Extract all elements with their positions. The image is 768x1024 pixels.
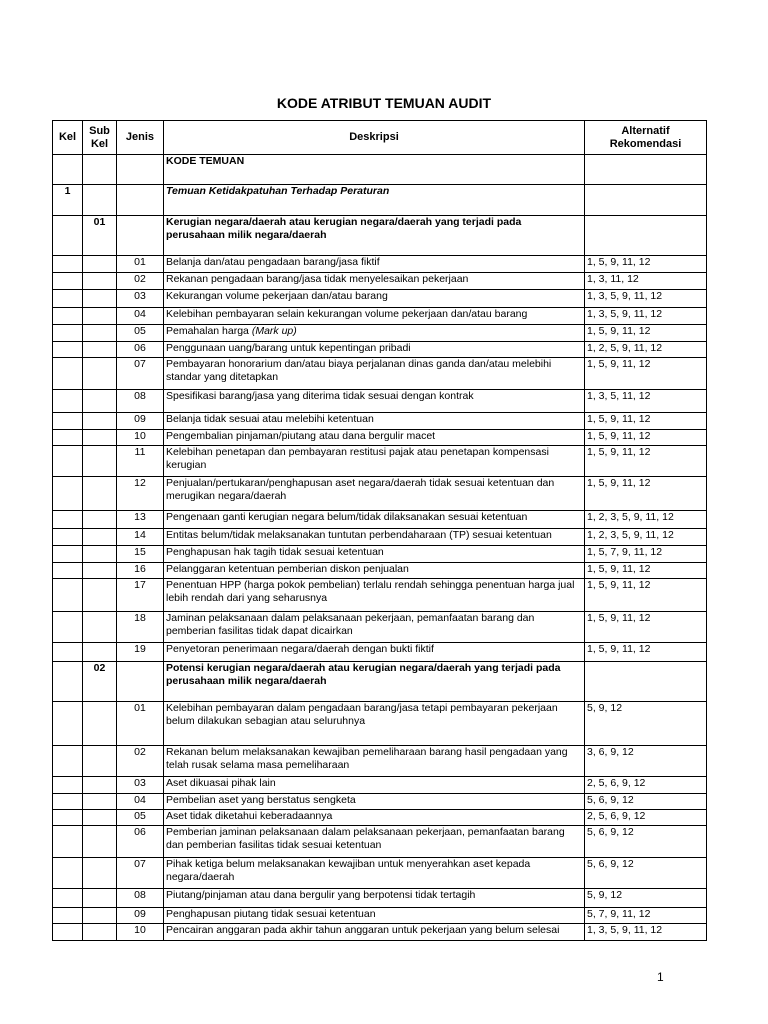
description-text: Aset tidak diketahui keberadaannya [166,810,333,822]
description-cell [164,826,585,858]
audit-code-table [52,120,707,941]
jenis-cell: 04 [117,308,164,325]
recommendation-cell: 1, 5, 9, 11, 12 [585,579,707,612]
description-text: Pemahalan harga [166,325,249,337]
description-cell [164,358,585,390]
description-text: Piutang/pinjaman atau dana bergulir yang berpotensi tidak tertagih [166,889,476,901]
jenis-cell: 05 [117,810,164,826]
description-cell [164,529,585,546]
subgroup-row [53,216,707,256]
recommendation-cell: 1, 3, 11, 12 [585,273,707,290]
table-row [53,430,707,446]
table-row [53,413,707,430]
description-text: Rekanan pengadaan barang/jasa tidak menyelesaikan pekerjaan [166,273,469,285]
description-cell [164,511,585,529]
recommendation-cell: 1, 5, 9, 11, 12 [585,430,707,446]
description-cell [164,579,585,612]
table-row [53,342,707,358]
description-cell [164,446,585,477]
recommendation-cell: 1, 5, 9, 11, 12 [585,446,707,477]
document-title: KODE ATRIBUT TEMUAN AUDIT [276,95,492,111]
jenis-cell: 09 [117,908,164,924]
table-row [53,529,707,546]
description-cell [164,908,585,924]
table-row [53,858,707,889]
page-number: 1 [657,970,664,984]
description-cell [164,390,585,413]
description-cell [164,563,585,579]
recommendation-cell: 1, 5, 9, 11, 12 [585,563,707,579]
description-text: Penghapusan hak tagih tidak sesuai ketentuan [166,546,384,558]
table-row [53,826,707,858]
description-cell [164,889,585,908]
jenis-cell: 15 [117,546,164,563]
jenis-cell: 09 [117,413,164,430]
recommendation-cell: 1, 5, 9, 11, 12 [585,256,707,273]
table-row [53,746,707,777]
description-text: Pelanggaran ketentuan pemberian diskon penjualan [166,563,409,575]
jenis-cell: 06 [117,826,164,858]
jenis-cell: 17 [117,579,164,612]
description-text: Penjualan/pertukaran/penghapusan aset negara/daerah tidak sesuai ketentuan dan merugikan negara/daerah [166,477,555,502]
description-cell [164,612,585,643]
description-text: Spesifikasi barang/jasa yang diterima tidak sesuai dengan kontrak [166,390,474,402]
recommendation-cell: 1, 3, 5, 11, 12 [585,390,707,413]
description-text: Kelebihan penetapan dan pembayaran restitusi pajak atau penetapan kompensasi kerugian [166,446,549,471]
header-deskripsi: Deskripsi [164,121,585,155]
recommendation-cell: 1, 5, 9, 11, 12 [585,643,707,662]
description-text: Pembayaran honorarium dan/atau biaya perjalanan dinas ganda dan/atau melebihi standar yang ditetapkan [166,358,552,383]
recommendation-cell: 1, 3, 5, 9, 11, 12 [585,924,707,941]
table-row [53,579,707,612]
description-text: Kelebihan pembayaran selain kekurangan volume pekerjaan dan/atau barang [166,308,528,320]
jenis-cell: 04 [117,794,164,810]
table-row [53,702,707,746]
subgroup-code: 01 [83,216,117,256]
description-cell [164,794,585,810]
table-row [53,612,707,643]
recommendation-cell: 5, 6, 9, 12 [585,794,707,810]
group-title: Temuan Ketidakpatuhan Terhadap Peraturan [164,185,585,216]
subgroup-title: Potensi kerugian negara/daerah atau kerugian negara/daerah yang terjadi pada perusahaan milik negara/daerah [164,662,585,702]
description-text: Kelebihan pembayaran dalam pengadaan barang/jasa tetapi pembayaran pekerjaan belum dilakukan sebagian atau seluruhnya [166,702,558,727]
recommendation-cell: 3, 6, 9, 12 [585,746,707,777]
header-subkel: Sub Kel [83,121,117,155]
jenis-cell: 03 [117,777,164,794]
recommendation-cell: 5, 6, 9, 12 [585,858,707,889]
description-text: Pembelian aset yang berstatus sengketa [166,794,356,806]
table-row [53,256,707,273]
description-text: Entitas belum/tidak melaksanakan tuntutan perbendaharaan (TP) sesuai ketentuan [166,529,552,541]
section-heading: KODE TEMUAN [164,155,585,185]
jenis-cell: 19 [117,643,164,662]
description-cell [164,430,585,446]
table-row [53,273,707,290]
table-row [53,477,707,511]
description-cell [164,546,585,563]
recommendation-cell: 5, 9, 12 [585,702,707,746]
table-row [53,794,707,810]
table-row [53,308,707,325]
jenis-cell: 03 [117,290,164,308]
description-text: Belanja tidak sesuai atau melebihi ketentuan [166,413,374,425]
description-text: Pemberian jaminan pelaksanaan dalam pelaksanaan pekerjaan, pemanfaatan barang dan pemberian fasilitas tidak sesuai ketentuan [166,826,565,851]
description-text: Rekanan belum melaksanakan kewajiban pemeliharaan barang hasil pengadaan yang telah rusak selama masa pemeliharaan [166,746,568,771]
recommendation-cell: 1, 3, 5, 9, 11, 12 [585,290,707,308]
jenis-cell: 01 [117,702,164,746]
recommendation-cell: 5, 7, 9, 11, 12 [585,908,707,924]
recommendation-cell: 5, 6, 9, 12 [585,826,707,858]
jenis-cell: 14 [117,529,164,546]
description-text: Penentuan HPP (harga pokok pembelian) terlalu rendah sehingga penentuan harga jual lebih rendah dari yang seharusnya [166,579,575,604]
description-text: Pencairan anggaran pada akhir tahun anggaran untuk pekerjaan yang belum selesai [166,924,560,936]
recommendation-cell: 2, 5, 6, 9, 12 [585,810,707,826]
description-cell [164,643,585,662]
recommendation-cell: 5, 9, 12 [585,889,707,908]
table-row [53,358,707,390]
header-kel: Kel [53,121,83,155]
description-text: Pengembalian pinjaman/piutang atau dana bergulir macet [166,430,436,442]
table-row [53,889,707,908]
jenis-cell: 13 [117,511,164,529]
jenis-cell: 08 [117,889,164,908]
recommendation-cell: 1, 3, 5, 9, 11, 12 [585,308,707,325]
description-text: Pengenaan ganti kerugian negara belum/tidak dilaksanakan sesuai ketentuan [166,511,528,523]
description-cell [164,702,585,746]
description-text: Aset dikuasai pihak lain [166,777,276,789]
description-cell [164,413,585,430]
description-cell [164,924,585,941]
description-cell [164,477,585,511]
recommendation-cell: 1, 5, 9, 11, 12 [585,612,707,643]
jenis-cell: 10 [117,430,164,446]
recommendation-cell: 1, 2, 3, 5, 9, 11, 12 [585,529,707,546]
description-text: Jaminan pelaksanaan dalam pelaksanaan pekerjaan, pemanfaatan barang dan pemberian fasilitas tidak dapat dicairkan [166,612,535,637]
table-row [53,777,707,794]
description-cell [164,308,585,325]
jenis-cell: 07 [117,858,164,889]
subgroup-code: 02 [83,662,117,702]
jenis-cell: 16 [117,563,164,579]
table-row [53,390,707,413]
jenis-cell: 18 [117,612,164,643]
description-text: Pihak ketiga belum melaksanakan kewajiban untuk menyerahkan aset kepada negara/daerah [166,858,531,883]
table-row [53,924,707,941]
recommendation-cell: 1, 5, 7, 9, 11, 12 [585,546,707,563]
table-row [53,908,707,924]
jenis-cell: 01 [117,256,164,273]
table-row [53,325,707,342]
recommendation-cell: 2, 5, 6, 9, 12 [585,777,707,794]
description-cell [164,777,585,794]
table-row [53,511,707,529]
table-row [53,643,707,662]
recommendation-cell: 1, 2, 3, 5, 9, 11, 12 [585,511,707,529]
jenis-cell: 06 [117,342,164,358]
jenis-cell: 12 [117,477,164,511]
jenis-cell: 02 [117,746,164,777]
group-kel: 1 [53,185,83,216]
header-alternatif-rekomendasi: Alternatif Rekomendasi [585,121,707,155]
jenis-cell: 05 [117,325,164,342]
description-cell [164,256,585,273]
recommendation-cell: 1, 2, 5, 9, 11, 12 [585,342,707,358]
recommendation-cell: 1, 5, 9, 11, 12 [585,358,707,390]
table-row [53,446,707,477]
subgroup-title: Kerugian negara/daerah atau kerugian negara/daerah yang terjadi pada perusahaan milik negara/daerah [164,216,585,256]
description-cell [164,858,585,889]
description-cell [164,810,585,826]
header-jenis: Jenis [117,121,164,155]
subgroup-row [53,662,707,702]
section-heading-row [53,155,707,185]
description-text: Penyetoran penerimaan negara/daerah dengan bukti fiktif [166,643,434,655]
description-cell [164,290,585,308]
recommendation-cell: 1, 5, 9, 11, 12 [585,413,707,430]
recommendation-cell: 1, 5, 9, 11, 12 [585,477,707,511]
jenis-cell: 08 [117,390,164,413]
description-text: Penggunaan uang/barang untuk kepentingan pribadi [166,342,411,354]
description-cell [164,273,585,290]
recommendation-cell: 1, 5, 9, 11, 12 [585,325,707,342]
description-text: Kekurangan volume pekerjaan dan/atau barang [166,290,388,302]
jenis-cell: 02 [117,273,164,290]
jenis-cell: 11 [117,446,164,477]
table-header-row [53,121,707,155]
description-cell [164,746,585,777]
description-extra: (Mark up) [251,325,297,337]
table-row [53,810,707,826]
table-row [53,290,707,308]
jenis-cell: 10 [117,924,164,941]
table-body [53,155,707,941]
group-row [53,185,707,216]
description-cell [164,342,585,358]
table-row [53,546,707,563]
description-text: Belanja dan/atau pengadaan barang/jasa fiktif [166,256,380,268]
jenis-cell: 07 [117,358,164,390]
description-cell [164,325,585,342]
description-text: Penghapusan piutang tidak sesuai ketentuan [166,908,376,920]
table-row [53,563,707,579]
